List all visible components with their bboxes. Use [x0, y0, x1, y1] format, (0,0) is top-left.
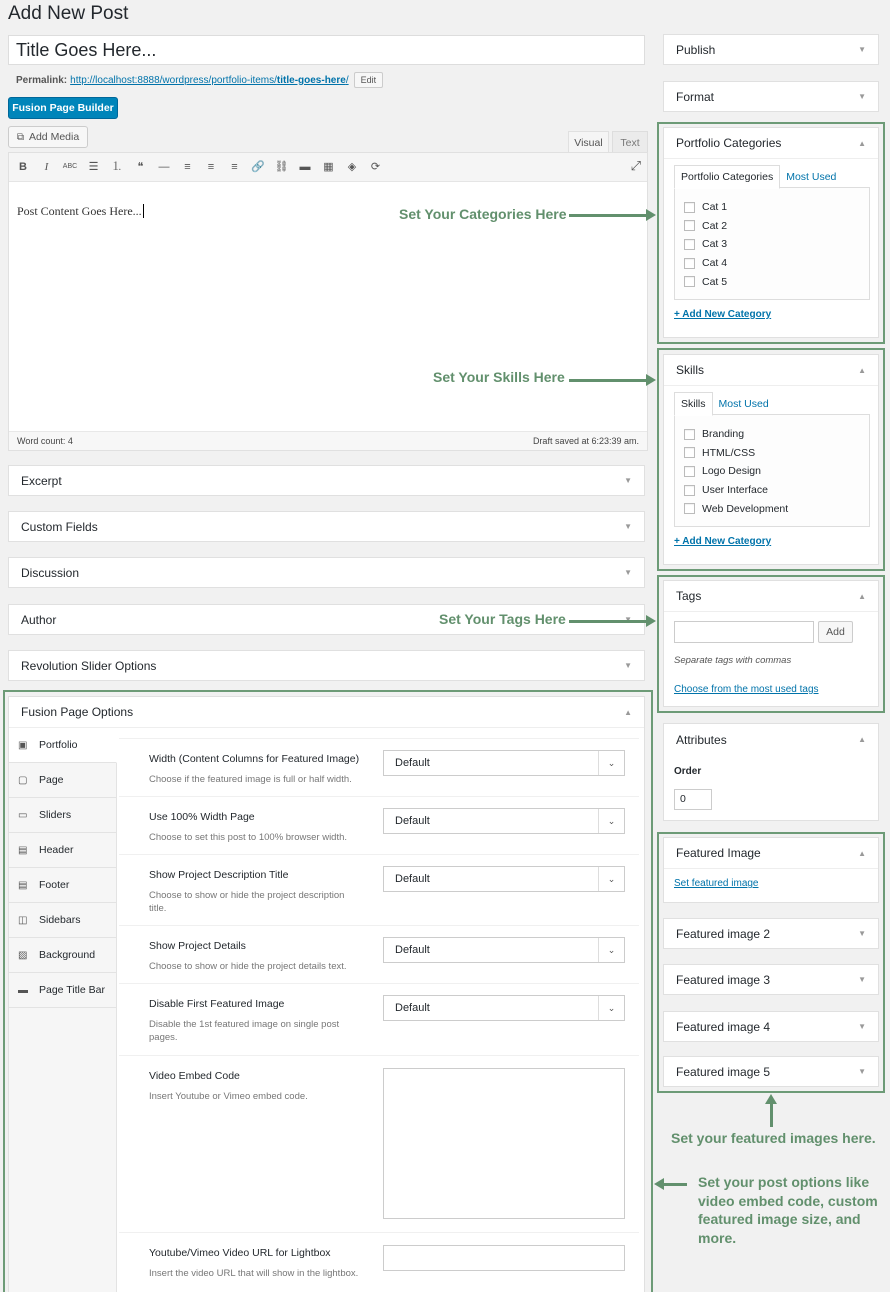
featured-image-title: Featured Image [676, 846, 761, 860]
option-description: Choose if the featured image is full or half width. [149, 774, 352, 785]
option-label: Show Project Details [149, 940, 246, 952]
chevron-up-icon[interactable]: ▲ [858, 138, 866, 148]
chevron-down-icon[interactable]: ▼ [624, 522, 632, 531]
attributes-title: Attributes [676, 732, 727, 747]
chevron-down-icon[interactable]: ⌄ [598, 867, 624, 891]
category-label: Cat 4 [702, 257, 728, 270]
add-new-category-link[interactable]: + Add New Category [674, 309, 772, 320]
arrow-categories [569, 214, 647, 217]
tags-add-button[interactable]: Add [818, 621, 853, 643]
author-title: Author [21, 612, 57, 627]
fusion-nav-label: Sliders [39, 809, 72, 821]
permalink-url[interactable] [70, 75, 348, 86]
chevron-up-icon[interactable]: ▲ [858, 848, 866, 858]
option-label: Use 100% Width Page [149, 811, 255, 823]
annotation-categories: Set Your Categories Here [399, 206, 567, 222]
page-title: Add New Post [8, 3, 129, 24]
option-description: Choose to show or hide the project description title. [149, 890, 345, 914]
video-url-desc: Insert the video URL that will show in the lightbox. [149, 1268, 359, 1279]
fusion-nav-label: Footer [39, 879, 70, 891]
option-label: Width (Content Columns for Featured Image) [149, 753, 360, 765]
featured-image-3-title: Featured image 3 [676, 972, 771, 987]
arrow-tags [569, 620, 647, 623]
tab-skills-most-used[interactable]: Most Used [718, 398, 769, 410]
blockquote-icon[interactable]: ❝ [137, 161, 144, 173]
featured-image-2-title: Featured image 2 [676, 926, 771, 941]
option-select-value: Default [395, 944, 430, 956]
portfolio-categories-title: Portfolio Categories [676, 136, 782, 150]
chevron-down-icon[interactable]: ▼ [858, 1067, 866, 1076]
option-select-value: Default [395, 757, 430, 769]
sidebars-icon: ◫ [18, 914, 28, 926]
fusion-nav-label: Portfolio [39, 739, 78, 751]
add-new-skill-link[interactable]: + Add New Category [674, 536, 772, 547]
permalink-label: Permalink: [16, 74, 68, 86]
fusion-page-options-title: Fusion Page Options [21, 705, 134, 719]
portfolio-icon: ▣ [18, 739, 28, 751]
chevron-down-icon[interactable]: ▼ [858, 929, 866, 938]
arrow-options [663, 1183, 687, 1186]
video-embed-desc: Insert Youtube or Vimeo embed code. [149, 1091, 308, 1102]
link-icon[interactable]: 🔗 [251, 161, 265, 173]
editor-status-bar [9, 431, 647, 450]
chevron-down-icon[interactable]: ▼ [858, 45, 866, 54]
chevron-down-icon[interactable]: ⌄ [598, 809, 624, 833]
permalink-trailing: / [345, 74, 349, 86]
discussion-title: Discussion [21, 565, 80, 580]
skill-label: Web Development [702, 502, 789, 515]
featured-image-4-title: Featured image 4 [676, 1019, 771, 1034]
page-title-bar-icon: ▬ [18, 984, 28, 996]
video-url-label: Youtube/Vimeo Video URL for Lightbox [149, 1247, 331, 1259]
fullscreen-icon[interactable]: ⤢ [630, 158, 641, 173]
publish-title: Publish [676, 42, 716, 57]
format-title: Format [676, 89, 715, 104]
numbered-list-icon[interactable]: ⒈ [111, 161, 123, 173]
excerpt-box[interactable] [8, 465, 645, 496]
chevron-down-icon[interactable]: ▼ [624, 476, 632, 485]
footer-icon: ▤ [18, 879, 28, 891]
arrowhead-categories [646, 209, 656, 221]
arrowhead-featured [765, 1094, 777, 1104]
chevron-up-icon[interactable]: ▲ [858, 365, 866, 375]
bold-icon[interactable]: B [19, 161, 27, 173]
format-box[interactable] [663, 81, 879, 112]
skill-label: Logo Design [702, 465, 761, 478]
header-icon: ▤ [18, 844, 28, 856]
fusion-nav-label: Sidebars [39, 914, 81, 926]
option-label: Show Project Description Title [149, 869, 289, 881]
chevron-up-icon[interactable]: ▲ [858, 735, 866, 744]
chevron-down-icon[interactable]: ⌄ [598, 751, 624, 775]
discussion-box[interactable] [8, 557, 645, 588]
option-label: Disable First Featured Image [149, 998, 285, 1010]
sliders-icon: ▭ [18, 809, 28, 821]
align-left-icon[interactable]: ≡ [184, 161, 191, 173]
chevron-down-icon[interactable]: ⌄ [598, 938, 624, 962]
option-select-value: Default [395, 873, 430, 885]
permalink-row [16, 72, 383, 88]
tags-title: Tags [676, 589, 702, 603]
revolution-slider-box[interactable] [8, 650, 645, 681]
tab-portfolio-categories[interactable]: Portfolio Categories [674, 165, 780, 189]
unlink-icon[interactable]: ⛓ [274, 161, 289, 173]
tab-skills[interactable]: Skills [674, 392, 713, 416]
option-select-value: Default [395, 1002, 430, 1014]
chevron-down-icon[interactable]: ▼ [858, 1022, 866, 1031]
tab-visual[interactable]: Visual [568, 131, 609, 153]
fusion-nav-label: Header [39, 844, 74, 856]
featured-images-highlight-frame [657, 832, 885, 1093]
read-more-icon[interactable]: ▬ [299, 161, 311, 173]
attributes-box [663, 723, 879, 821]
category-label: Cat 2 [702, 219, 728, 232]
editor [8, 152, 648, 451]
annotation-options: Set your post options like video embed code, custom featured image size, and more. [698, 1174, 878, 1246]
page-icon: ▢ [18, 774, 28, 786]
skills-title: Skills [676, 363, 705, 377]
permalink-edit-button[interactable]: Edit [354, 72, 384, 88]
categories-highlight-frame [657, 122, 885, 344]
chevron-up-icon[interactable]: ▲ [858, 591, 866, 601]
option-description: Disable the 1st featured image on single post pages. [149, 1019, 340, 1043]
excerpt-title: Excerpt [21, 473, 62, 488]
chevron-down-icon[interactable]: ⌄ [598, 996, 624, 1020]
featured-image-5-title: Featured image 5 [676, 1064, 771, 1079]
skill-label: Branding [702, 428, 745, 441]
editor-toolbar [9, 153, 647, 182]
chevron-down-icon[interactable]: ▼ [624, 661, 632, 670]
publish-box[interactable] [663, 34, 879, 65]
toolbar-toggle-icon[interactable]: ▦ [323, 161, 334, 173]
arrow-skills [569, 379, 647, 382]
arrow-featured [770, 1103, 773, 1127]
options-highlight-frame [3, 690, 653, 1292]
choose-most-used-tags-link[interactable]: Choose from the most used tags [674, 684, 819, 695]
tags-highlight-frame [657, 575, 885, 713]
order-input[interactable]: 0 [674, 789, 712, 810]
add-media-icon: ⧉ [16, 131, 24, 143]
skill-label: User Interface [702, 484, 768, 497]
fusion-nav-label: Page [39, 774, 64, 786]
category-label: Cat 1 [702, 201, 728, 214]
annotation-featured: Set your featured images here. [671, 1130, 876, 1146]
permalink-base: http://localhost:8888/wordpress/portfolio-items/ [70, 74, 277, 86]
add-media-label: Add Media [28, 131, 80, 143]
permalink-slug: title-goes-here [276, 74, 346, 86]
bullet-list-icon[interactable]: ☰ [88, 161, 99, 173]
chevron-down-icon[interactable]: ▼ [858, 975, 866, 984]
chevron-down-icon[interactable]: ▼ [858, 92, 866, 101]
align-center-icon[interactable]: ≡ [207, 161, 215, 173]
refresh-icon[interactable]: ⟳ [370, 161, 381, 173]
option-description: Choose to set this post to 100% browser width. [149, 832, 348, 843]
chevron-up-icon[interactable]: ▲ [624, 707, 632, 717]
post-title-input[interactable]: Title Goes Here... [8, 35, 645, 65]
category-label: Cat 3 [702, 238, 728, 251]
tab-categories-most-used[interactable]: Most Used [786, 171, 837, 183]
set-featured-image-link[interactable]: Set featured image [674, 878, 759, 889]
fusion-nav-label: Page Title Bar [39, 984, 105, 996]
tab-text[interactable]: Text [612, 131, 648, 153]
video-embed-label: Video Embed Code [149, 1070, 240, 1082]
chevron-down-icon[interactable]: ▼ [624, 568, 632, 577]
tags-hint: Separate tags with commas [674, 655, 792, 666]
arrowhead-tags [646, 615, 656, 627]
category-label: Cat 5 [702, 275, 728, 288]
add-media-button[interactable] [8, 126, 88, 148]
fusion-page-builder-button[interactable]: Fusion Page Builder [8, 97, 118, 119]
annotation-tags: Set Your Tags Here [439, 611, 566, 627]
arrowhead-skills [646, 374, 656, 386]
background-icon: ▨ [18, 949, 28, 961]
custom-fields-box[interactable] [8, 511, 645, 542]
custom-fields-title: Custom Fields [21, 519, 98, 534]
option-select-value: Default [395, 815, 430, 827]
annotation-skills: Set Your Skills Here [433, 369, 565, 385]
content-text: Post Content Goes Here... [17, 204, 142, 218]
option-description: Choose to show or hide the project details text. [149, 961, 347, 972]
draft-saved: Draft saved at 6:23:39 am. [532, 436, 639, 446]
fusion-shortcode-icon[interactable]: ◈ [347, 161, 357, 173]
skills-highlight-frame [657, 348, 885, 571]
word-count: Word count: 4 [17, 436, 73, 446]
align-right-icon[interactable]: ≡ [231, 161, 238, 173]
italic-icon[interactable]: I [44, 161, 49, 173]
fusion-nav-label: Background [39, 949, 96, 961]
revolution-slider-title: Revolution Slider Options [21, 658, 157, 673]
order-label: Order [674, 766, 702, 777]
horizontal-rule-icon[interactable]: — [158, 161, 170, 173]
strikethrough-icon[interactable]: ABC [62, 163, 78, 170]
skill-label: HTML/CSS [702, 446, 756, 459]
